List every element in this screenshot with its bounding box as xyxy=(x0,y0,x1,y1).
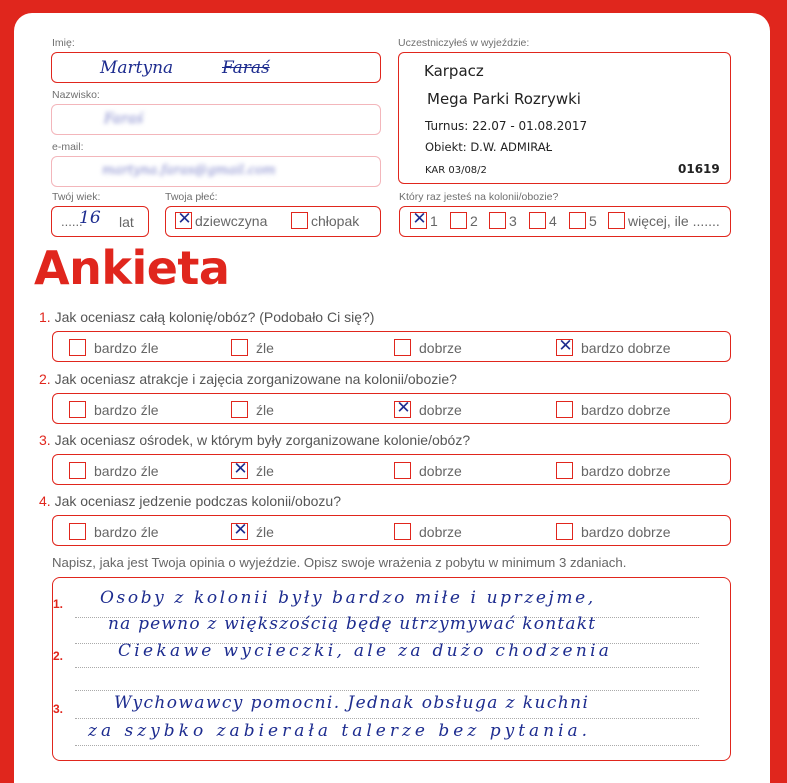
answer-option[interactable] xyxy=(556,401,671,418)
answer-option[interactable] xyxy=(231,339,274,356)
times-option-more[interactable] xyxy=(608,212,720,229)
gender-option-label: dziewczyna xyxy=(195,212,268,229)
answer-label: bardzo źle xyxy=(94,462,159,479)
times-checkbox[interactable] xyxy=(569,212,586,229)
answer-row-2 xyxy=(52,393,731,424)
answer-option[interactable] xyxy=(69,523,159,540)
question-text: Jak oceniasz atrakcje i zajęcia zorganizowane na kolonii/obozie? xyxy=(54,371,457,387)
ruled-line xyxy=(75,745,699,746)
answer-checkbox[interactable] xyxy=(394,462,411,479)
ruled-line xyxy=(75,667,699,668)
gender-field xyxy=(165,206,381,237)
opinion-line: Osoby z kolonii były bardzo miłe i uprzejme, xyxy=(100,588,596,608)
answer-checkbox[interactable] xyxy=(69,462,86,479)
participant-label: Uczestniczyłeś w wyjeździe: xyxy=(398,37,530,49)
answer-option[interactable] xyxy=(69,401,159,418)
question-number: 3. xyxy=(39,432,51,448)
question-number: 1. xyxy=(39,309,51,325)
opinion-line: Ciekawe wycieczki, ale za dużo chodzenia xyxy=(118,641,613,661)
answer-checkbox[interactable] xyxy=(556,339,573,356)
answer-label: bardzo dobrze xyxy=(581,339,671,356)
ruled-line xyxy=(75,690,699,691)
times-option-3[interactable] xyxy=(489,212,517,229)
question-3 xyxy=(39,432,470,448)
answer-option[interactable] xyxy=(556,462,671,479)
times-option-label: 2 xyxy=(470,212,478,229)
question-text: Jak oceniasz ośrodek, w którym były zorganizowane kolonie/obóz? xyxy=(54,432,471,448)
answer-checkbox[interactable] xyxy=(394,401,411,418)
trip-turnus: Turnus: 22.07 - 01.08.2017 xyxy=(425,119,588,133)
times-checkbox[interactable] xyxy=(608,212,625,229)
times-option-label: 1 xyxy=(430,212,438,229)
answer-option[interactable] xyxy=(394,401,462,418)
times-option-5[interactable] xyxy=(569,212,597,229)
answer-checkbox[interactable] xyxy=(69,523,86,540)
email-value-blurred: martyna.faras@gmail.com xyxy=(102,163,276,178)
answer-label: źle xyxy=(256,339,274,356)
answer-option[interactable] xyxy=(394,462,462,479)
answer-checkbox[interactable] xyxy=(556,523,573,540)
gender-checkbox-boy[interactable] xyxy=(291,212,308,229)
answer-row-4 xyxy=(52,515,731,546)
times-option-label: więcej, ile ....... xyxy=(628,212,720,229)
answer-label: bardzo dobrze xyxy=(581,401,671,418)
answer-checkbox[interactable] xyxy=(231,339,248,356)
times-option-label: 3 xyxy=(509,212,517,229)
gender-option-label: chłopak xyxy=(311,212,360,229)
question-2 xyxy=(39,371,457,387)
question-number: 4. xyxy=(39,493,51,509)
times-checkbox[interactable] xyxy=(529,212,546,229)
gender-option-boy[interactable] xyxy=(291,212,359,229)
answer-label: bardzo źle xyxy=(94,339,159,356)
name-field[interactable] xyxy=(51,52,381,83)
answer-checkbox[interactable] xyxy=(69,339,86,356)
ruled-line xyxy=(75,718,699,719)
age-label: Twój wiek: xyxy=(52,191,101,203)
answer-option[interactable] xyxy=(394,339,462,356)
answer-checkbox[interactable] xyxy=(556,401,573,418)
answer-checkbox[interactable] xyxy=(231,462,248,479)
answer-option[interactable] xyxy=(69,339,159,356)
answer-label: bardzo źle xyxy=(94,401,159,418)
answer-option[interactable] xyxy=(556,523,671,540)
name-label: Imię: xyxy=(52,37,75,49)
answer-checkbox[interactable] xyxy=(394,339,411,356)
answer-option[interactable] xyxy=(69,462,159,479)
answer-option[interactable] xyxy=(231,523,274,540)
email-field[interactable] xyxy=(51,156,381,187)
trip-stamp-box xyxy=(398,52,731,184)
answer-checkbox[interactable] xyxy=(394,523,411,540)
answer-label: bardzo dobrze xyxy=(581,523,671,540)
question-number: 2. xyxy=(39,371,51,387)
times-option-1[interactable] xyxy=(410,212,438,229)
age-field[interactable] xyxy=(51,206,149,237)
opinion-number: 1. xyxy=(53,597,64,611)
gender-checkbox-girl[interactable] xyxy=(175,212,192,229)
opinion-line: na pewno z większością będę utrzymywać kontakt xyxy=(108,614,597,634)
answer-checkbox[interactable] xyxy=(69,401,86,418)
answer-label: dobrze xyxy=(419,462,462,479)
answer-checkbox[interactable] xyxy=(231,401,248,418)
age-unit: lat xyxy=(119,214,134,230)
gender-option-girl[interactable] xyxy=(175,212,267,229)
times-checkbox[interactable] xyxy=(410,212,427,229)
answer-checkbox[interactable] xyxy=(556,462,573,479)
answer-option[interactable] xyxy=(556,339,671,356)
times-option-4[interactable] xyxy=(529,212,557,229)
answer-label: źle xyxy=(256,462,274,479)
opinion-prompt: Napisz, jaka jest Twoja opinia o wyjeździe. Opisz swoje wrażenia z pobytu w minimum 3 zdaniach. xyxy=(52,555,627,570)
gender-label: Twoja płeć: xyxy=(165,191,218,203)
times-checkbox[interactable] xyxy=(450,212,467,229)
question-4 xyxy=(39,493,341,509)
email-label: e-mail: xyxy=(52,141,84,153)
surname-value-blurred: Faraś xyxy=(104,111,144,127)
answer-label: dobrze xyxy=(419,401,462,418)
trip-city: Karpacz xyxy=(424,62,484,80)
answer-option[interactable] xyxy=(394,523,462,540)
answer-label: dobrze xyxy=(419,523,462,540)
times-checkbox[interactable] xyxy=(489,212,506,229)
answer-label: źle xyxy=(256,401,274,418)
question-text: Jak oceniasz jedzenie podczas kolonii/obozu? xyxy=(54,493,341,509)
opinion-line: za szybko zabierała talerze bez pytania. xyxy=(88,721,592,741)
name-value: Martyna xyxy=(100,58,174,78)
answer-label: bardzo dobrze xyxy=(581,462,671,479)
surname-field[interactable] xyxy=(51,104,381,135)
times-option-label: 4 xyxy=(549,212,557,229)
age-dots: ...... xyxy=(61,214,83,229)
times-label: Który raz jesteś na kolonii/obozie? xyxy=(399,191,559,203)
answer-row-1 xyxy=(52,331,731,362)
trip-number: 01619 xyxy=(678,162,720,176)
survey-title: Ankieta xyxy=(34,241,230,295)
opinion-number: 2. xyxy=(53,649,64,663)
answer-label: dobrze xyxy=(419,339,462,356)
times-field xyxy=(399,206,731,237)
question-1 xyxy=(39,309,374,325)
times-option-label: 5 xyxy=(589,212,597,229)
opinion-line: Wychowawcy pomocni. Jednak obsługa z kuchni xyxy=(114,693,590,713)
answer-row-3 xyxy=(52,454,731,485)
answer-option[interactable] xyxy=(231,401,274,418)
answer-label: źle xyxy=(256,523,274,540)
trip-obiekt: Obiekt: D.W. ADMIRAŁ xyxy=(425,140,553,154)
opinion-number: 3. xyxy=(53,702,64,716)
answer-checkbox[interactable] xyxy=(231,523,248,540)
question-text: Jak oceniasz całą kolonię/obóz? (Podobało Ci się?) xyxy=(54,309,375,325)
age-value: 16 xyxy=(79,208,101,228)
answer-label: bardzo źle xyxy=(94,523,159,540)
trip-code: KAR 03/08/2 xyxy=(425,165,487,176)
surname-label: Nazwisko: xyxy=(52,89,100,101)
crossed-surname: Faraś xyxy=(222,58,270,78)
answer-option[interactable] xyxy=(231,462,274,479)
trip-name: Mega Parki Rozrywki xyxy=(427,90,581,108)
times-option-2[interactable] xyxy=(450,212,478,229)
